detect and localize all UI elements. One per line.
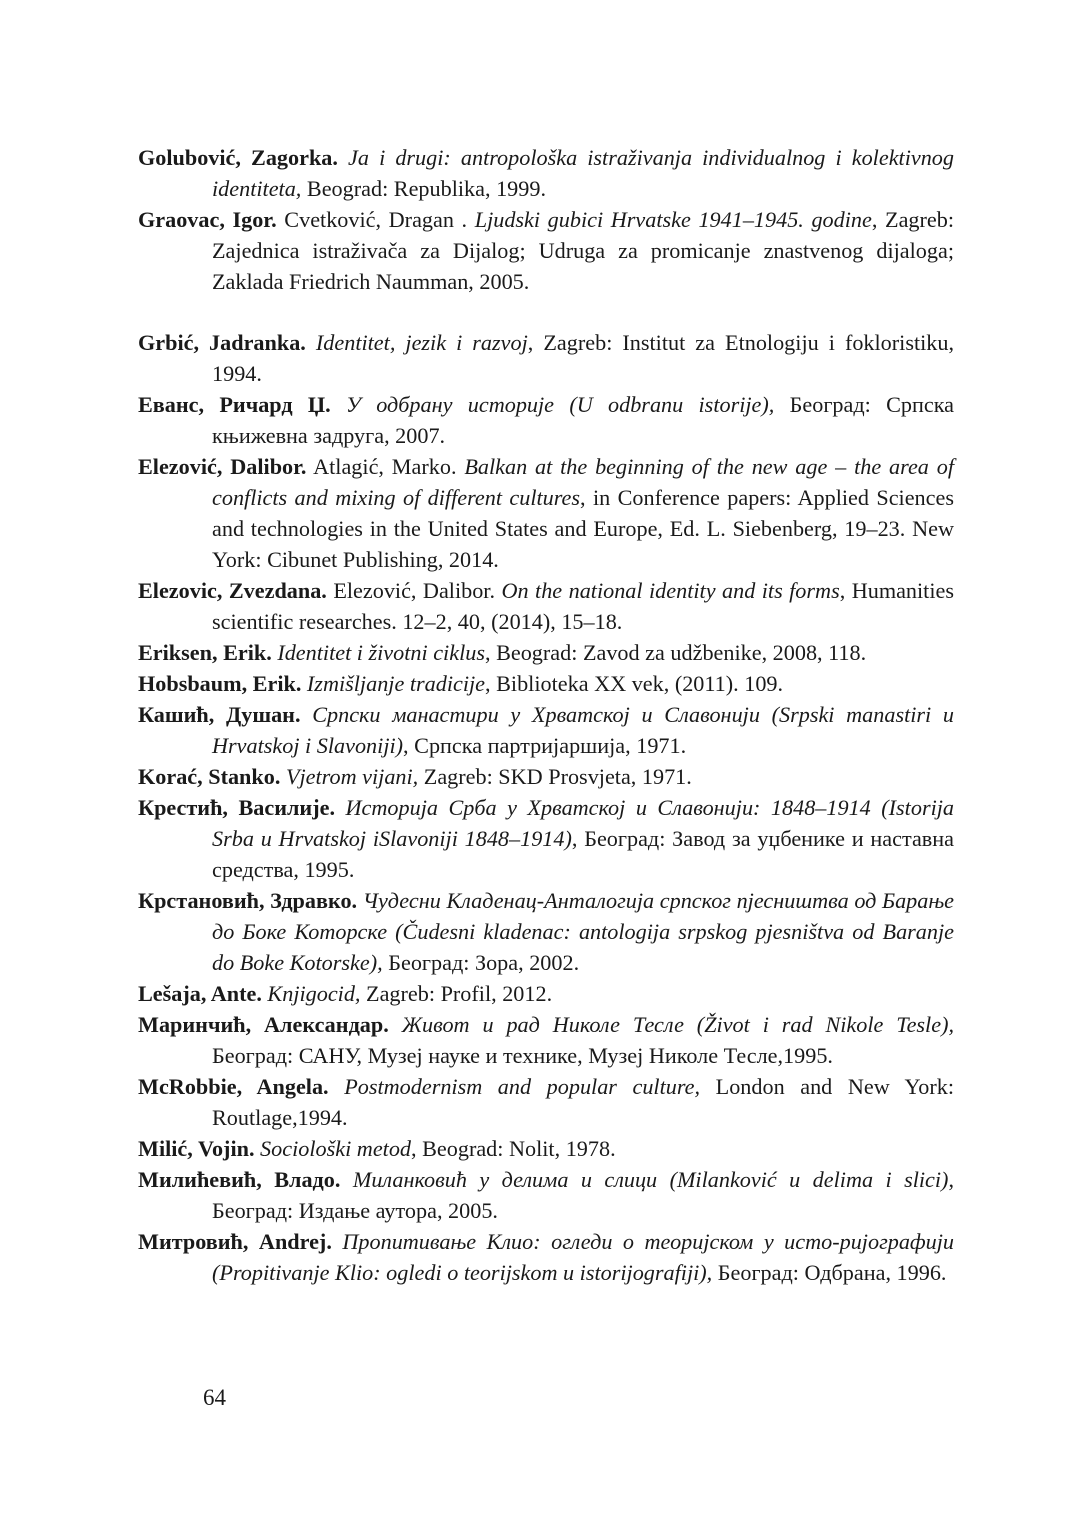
entry-title: Izmišljanje tradicije — [306, 671, 486, 696]
entry-publication: , Beograd: Zavod za udžbenike, 2008, 118. — [484, 640, 867, 665]
entry-publication: , Zagreb: Zajednica istraživača za Dijalog; Udruga za promicanje znastvenog dijaloga; Zaklada Friedrich Naumman, 2005. — [212, 207, 955, 294]
page-number: 64 — [203, 1385, 226, 1410]
entry-publication: , Zagreb: Institut za Etnologiju i fokloristiku, 1994. — [212, 330, 955, 386]
entry-title: Историја Срба у Хрватској и Славонији: 1848–1914 (Istorija Srba u Hrvatskoj iSlavoniji 1848–1914) — [212, 795, 954, 851]
entry-author: McRobbie, Angela. — [138, 1074, 329, 1099]
bibliography-entry — [138, 1133, 954, 1164]
entry-publication: , Српска партријаршија, 1971. — [403, 733, 687, 758]
entry-title: Српски манастири у Хрватској и Славонији (Srpski manastiri u Hrvatskoj i Slavoniji) — [212, 702, 954, 758]
entry-author: Milić, Vojin. — [138, 1136, 255, 1161]
entry-author: Golubović, Zagorka. — [138, 145, 338, 170]
entry-author: Крстановић, Здравко. — [138, 888, 358, 913]
entry-title: Knjigocid, — [267, 981, 361, 1006]
entry-title: Ja i drugi: antropološka istraživanja individualnog i kolektivnog identiteta, — [212, 145, 954, 201]
bibliography-entry — [138, 1009, 954, 1071]
entry-author: Крестић, Василије. — [138, 795, 336, 820]
entry-publication: Beograd: Republika, 1999. — [306, 176, 546, 201]
entry-title: У одбрану историје (U odbranu istorije), — [346, 392, 775, 417]
bibliography-entry — [138, 451, 954, 575]
bibliography-entry — [138, 1071, 954, 1133]
bibliography-entry — [138, 327, 954, 389]
entry-title: Sociološki metod — [260, 1136, 412, 1161]
entry-publication: , in Conference papers: Applied Sciences and technologies in the United States and Europe, Ed. L. Siebenberg, 19–23. New York: Cibunet Publishing, 2014. — [212, 485, 954, 572]
entry-title: Чудесни Кладенац-Анталогија српског пјесништва од Барање до Боке Которске (Čudesni kladenac: antologija srpskog pjesništva od Baranje do Boke Kotorske), — [212, 888, 954, 975]
bibliography-entry — [138, 1164, 954, 1226]
bibliography-entry — [138, 142, 954, 204]
entry-title: Ljudski gubici Hrvatske 1941–1945. godine — [474, 207, 872, 232]
entry-title: Identitet, jezik i razvoj — [315, 330, 528, 355]
entry-author: Graovac, Igor. — [138, 207, 277, 232]
entry-publication: , Београд: Издање аутора, 2005. — [212, 1167, 954, 1223]
entry-publication: Београд: Одбрана, 1996. — [717, 1260, 947, 1285]
entry-title: Vjetrom vijani, — [285, 764, 419, 789]
entry-author: Elezovic, Zvezdana. — [138, 578, 327, 603]
entry-publication: , Humanities scientific researches. 12–2, 40, (2014), 15–18. — [212, 578, 954, 634]
entry-author: Hobsbaum, Erik. — [138, 671, 302, 696]
entry-title: Identitet i životni ciklus — [277, 640, 485, 665]
entry-title: Живот и рад Николе Тесле (Život i rad Nikole Tesle), — [401, 1012, 955, 1037]
bibliography-entry — [138, 699, 954, 761]
bibliography-entry — [138, 978, 954, 1009]
entry-title: Пропитивање Клио: огледи о теоријском у исто-ријографији (Propitivanje Klio: ogledi o teorijskom u istorijografiji), — [212, 1229, 955, 1285]
bibliography-entry — [138, 389, 954, 451]
bibliography-entry — [138, 575, 954, 637]
bibliography-entry — [138, 668, 954, 699]
entry-author: Korać, Stanko. — [138, 764, 281, 789]
entry-publication: Београд: Зора, 2002. — [388, 950, 580, 975]
bibliography-entry — [138, 637, 954, 668]
entry-publication: , Biblioteka XX vek, (2011). 109. — [485, 671, 784, 696]
entry-title: Миланковић у делима и слици (Milanković u delima i slici) — [352, 1167, 949, 1192]
entry-coauthor: Elezović, Dalibor. — [333, 578, 496, 603]
entry-author: Митровић, Andrej. — [138, 1229, 332, 1254]
bibliography-entry — [138, 792, 954, 885]
entry-author: Lešaja, Ante. — [138, 981, 262, 1006]
bibliography-list — [138, 142, 954, 1288]
entry-title: Postmodernism and popular culture, — [344, 1074, 701, 1099]
entry-publication: , Beograd: Nolit, 1978. — [411, 1136, 616, 1161]
entry-title: On the national identity and its forms — [501, 578, 840, 603]
entry-author: Маринчић, Александар. — [138, 1012, 389, 1037]
entry-publication: Београд: САНУ, Музеј науке и технике, Музеј Николе Тесле,1995. — [212, 1043, 833, 1068]
entry-publication: , Београд: Завод за уџбенике и наставна средства, 1995. — [212, 826, 954, 882]
entry-author: Elezović, Dalibor. — [138, 454, 307, 479]
bibliography-entry — [138, 1226, 954, 1288]
entry-coauthor: Atlagić, Marko. — [313, 454, 457, 479]
entry-publication: Zagreb: Profil, 2012. — [366, 981, 553, 1006]
entry-author: Кашић, Душан. — [138, 702, 301, 727]
entry-author: Eriksen, Erik. — [138, 640, 272, 665]
bibliography-entry — [138, 761, 954, 792]
bibliography-entry — [138, 204, 954, 297]
entry-publication: Zagreb: SKD Prosvjeta, 1971. — [423, 764, 692, 789]
entry-publication: Београд: Српска књижевна задруга, 2007. — [212, 392, 955, 448]
entry-coauthor: Cvetković, Dragan . — [284, 207, 468, 232]
entry-title: Balkan at the beginning of the new age – the area of conflicts and mixing of different cultures — [212, 454, 954, 510]
entry-author: Еванс, Ричард Џ. — [138, 392, 331, 417]
bibliography-entry — [138, 885, 954, 978]
entry-author: Grbić, Jadranka. — [138, 330, 306, 355]
entry-publication: London and New York: Routlage,1994. — [212, 1074, 955, 1130]
entry-author: Милићевић, Владо. — [138, 1167, 341, 1192]
